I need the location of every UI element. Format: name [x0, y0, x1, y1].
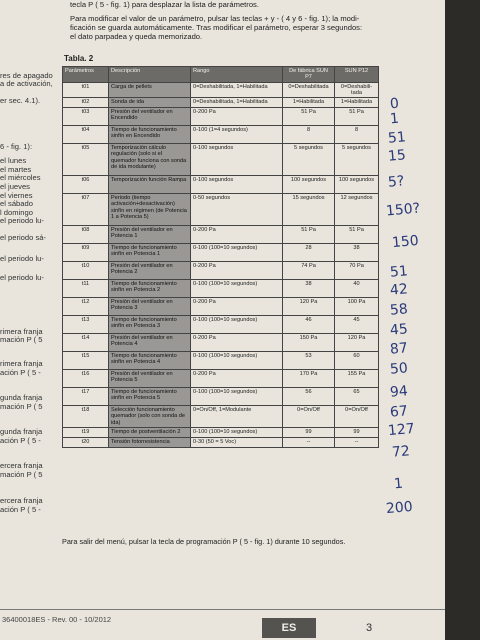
- margin-text-line: mación P ( 5: [0, 335, 43, 344]
- handwritten-value: 200: [385, 498, 414, 518]
- range-cell: 0-200 Pa: [191, 226, 283, 244]
- param-cell: t06: [63, 176, 109, 194]
- sun-p7-cell: 38: [283, 280, 335, 298]
- header-sun-p12: SUN P12: [335, 67, 379, 83]
- margin-text-line: el viernes: [0, 191, 33, 200]
- table-row: [63, 82, 379, 98]
- margin-text-line: el periodo lu-: [0, 273, 44, 282]
- description-cell: Sonda de ida: [109, 98, 191, 108]
- margin-text-line: gunda franja: [0, 427, 43, 436]
- sun-p7-cell: 99: [283, 428, 335, 438]
- document-reference: 36400018ES - Rev. 00 - 10/2012: [2, 615, 112, 624]
- sun-p12-cell: 38: [335, 244, 379, 262]
- header-descripcion: Descripción: [109, 67, 191, 83]
- description-cell: Tensión fotorresistencia: [109, 438, 191, 448]
- margin-text-line: mación P ( 5: [0, 402, 43, 411]
- margin-text-line: er sec. 4.1).: [0, 96, 41, 105]
- margin-text-line: el sábado: [0, 199, 33, 208]
- handwritten-value: 150: [391, 232, 420, 252]
- header-rango: Rango: [191, 67, 283, 83]
- range-cell: 0-100 (100=10 segundos): [191, 316, 283, 334]
- header-parametros: Parámetros: [63, 67, 109, 83]
- description-cell: Temporización función Rampa: [109, 176, 191, 194]
- sun-p12-cell: 120 Pa: [335, 334, 379, 352]
- description-cell: Periodo (tiempo activación+desactivación) sinfín en régimen (de Potencia 1 a Potencia 5): [109, 194, 191, 226]
- table-header-row: [63, 67, 379, 83]
- sun-p7-cell: 1=Habilitada: [283, 98, 335, 108]
- param-cell: t13: [63, 316, 109, 334]
- range-cell: 0-100 segundos: [191, 176, 283, 194]
- range-cell: 0-200 Pa: [191, 370, 283, 388]
- margin-text-line: el lunes: [0, 156, 27, 165]
- handwritten-value: 0: [389, 95, 400, 113]
- table-row: [63, 108, 379, 126]
- description-cell: Presión del ventilador en Potencia 2: [109, 262, 191, 280]
- handwritten-value: 45: [389, 321, 409, 339]
- sun-p12-cell: 100 Pa: [335, 298, 379, 316]
- param-cell: t20: [63, 438, 109, 448]
- handwritten-value: 51: [389, 263, 409, 281]
- handwritten-value: 87: [389, 340, 409, 358]
- margin-text-line: ación P ( 5 -: [0, 436, 41, 445]
- handwritten-value: 50: [389, 360, 409, 378]
- sun-p7-cell: 46: [283, 316, 335, 334]
- margin-text-line: ación P ( 5 -: [0, 505, 41, 514]
- sun-p7-cell: 120 Pa: [283, 298, 335, 316]
- sun-p12-cell: 45: [335, 316, 379, 334]
- description-cell: Tiempo de funcionamiento sinfín en Potencia 5: [109, 388, 191, 406]
- range-cell: 0=Deshabilitada, 1=Habilitada: [191, 82, 283, 98]
- margin-text-line: rimera franja: [0, 359, 43, 368]
- margin-text-line: rimera franja: [0, 327, 43, 336]
- parameters-table: [62, 66, 379, 448]
- range-cell: 0-100 (100=10 segundos): [191, 352, 283, 370]
- header-sun-p7: De fábrica SUN P7: [283, 67, 335, 83]
- margin-text-line: mación P ( 5: [0, 470, 43, 479]
- param-cell: t12: [63, 298, 109, 316]
- handwritten-value: 15: [387, 147, 407, 165]
- sun-p7-cell: 170 Pa: [283, 370, 335, 388]
- sun-p7-cell: 150 Pa: [283, 334, 335, 352]
- sun-p7-cell: 51 Pa: [283, 108, 335, 126]
- language-tab: ES: [262, 618, 316, 638]
- description-cell: Tiempo de postventilación 2: [109, 428, 191, 438]
- margin-text-line: el periodo lu-: [0, 216, 44, 225]
- description-cell: Presión del ventilador en Potencia 4: [109, 334, 191, 352]
- table-row: [63, 176, 379, 194]
- param-cell: t16: [63, 370, 109, 388]
- margin-text-line: ación P ( 5 -: [0, 368, 41, 377]
- margin-text-line: ercera franja: [0, 496, 43, 505]
- table-title: Tabla. 2: [64, 54, 94, 63]
- handwritten-value: 150?: [385, 200, 421, 220]
- margin-text-line: el jueves: [0, 182, 30, 191]
- table-row: [63, 98, 379, 108]
- table-row: [63, 406, 379, 428]
- param-cell: t09: [63, 244, 109, 262]
- margin-text-line: gunda franja: [0, 393, 43, 402]
- table-row: [63, 334, 379, 352]
- table-row: [63, 262, 379, 280]
- margin-text-line: el periodo lu-: [0, 254, 44, 263]
- sun-p7-cell: 51 Pa: [283, 226, 335, 244]
- previous-page-margin-text: [0, 60, 60, 620]
- margin-text-line: l domingo: [0, 208, 33, 217]
- table-row: [63, 316, 379, 334]
- sun-p12-cell: 40: [335, 280, 379, 298]
- param-cell: t07: [63, 194, 109, 226]
- intro-line-2: Para modificar el valor de un parámetro, pulsar las teclas + y - ( 4 y 6 - fig. 1); la modi-: [70, 14, 360, 23]
- range-cell: 0-100 (100=10 segundos): [191, 428, 283, 438]
- description-cell: Presión del ventilador en Potencia 1: [109, 226, 191, 244]
- margin-text-line: el periodo sá-: [0, 233, 47, 242]
- table-row: [63, 370, 379, 388]
- range-cell: 0-200 Pa: [191, 108, 283, 126]
- margin-text-line: 6 - fig. 1):: [0, 142, 33, 151]
- sun-p7-cell: 8: [283, 126, 335, 144]
- margin-text-line: a de activación,: [0, 79, 53, 88]
- sun-p12-cell: 100 segundos: [335, 176, 379, 194]
- range-cell: 0-200 Pa: [191, 298, 283, 316]
- handwritten-value: 51: [387, 129, 407, 147]
- description-cell: Temporización cálculo regulación (solo si el quemador funciona con sonda de ida modulante): [109, 144, 191, 176]
- description-cell: Presión del ventilador en Encendido: [109, 108, 191, 126]
- table-row: [63, 194, 379, 226]
- sun-p12-cell: 51 Pa: [335, 226, 379, 244]
- range-cell: 0-50 segundos: [191, 194, 283, 226]
- table-row: [63, 428, 379, 438]
- sun-p12-cell: 1=Habilitada: [335, 98, 379, 108]
- range-cell: 0-200 Pa: [191, 334, 283, 352]
- table-row: [63, 388, 379, 406]
- sun-p12-cell: 99: [335, 428, 379, 438]
- handwritten-value: 42: [389, 281, 409, 299]
- description-cell: Presión del ventilador en Potencia 5: [109, 370, 191, 388]
- intro-line-1: tecla P ( 5 - fig. 1) para desplazar la lista de parámetros.: [70, 0, 259, 9]
- sun-p12-cell: 51 Pa: [335, 108, 379, 126]
- sun-p12-cell: 60: [335, 352, 379, 370]
- range-cell: 0-100 (1=4 segundos): [191, 126, 283, 144]
- handwritten-value: 58: [389, 301, 409, 319]
- sun-p12-cell: 12 segundos: [335, 194, 379, 226]
- param-cell: t02: [63, 98, 109, 108]
- description-cell: Tiempo de funcionamiento sinfín en Potencia 1: [109, 244, 191, 262]
- description-cell: Carga de pellets: [109, 82, 191, 98]
- table-row: [63, 280, 379, 298]
- range-cell: 0=Deshabilitada, 1=Habilitada: [191, 98, 283, 108]
- range-cell: 0-100 (100=10 segundos): [191, 388, 283, 406]
- description-cell: Tiempo de funcionamiento sinfín en Potencia 3: [109, 316, 191, 334]
- param-cell: t11: [63, 280, 109, 298]
- sun-p12-cell: 155 Pa: [335, 370, 379, 388]
- sun-p7-cell: 28: [283, 244, 335, 262]
- sun-p7-cell: 74 Pa: [283, 262, 335, 280]
- table-row: [63, 226, 379, 244]
- handwritten-value: 67: [389, 403, 409, 421]
- description-cell: Presión del ventilador en Potencia 3: [109, 298, 191, 316]
- sun-p7-cell: 100 segundos: [283, 176, 335, 194]
- handwritten-value: 1: [389, 110, 400, 128]
- sun-p7-cell: 53: [283, 352, 335, 370]
- table-row: [63, 126, 379, 144]
- sun-p7-cell: 56: [283, 388, 335, 406]
- param-cell: t03: [63, 108, 109, 126]
- range-cell: 0=On/Off, 1=Modulante: [191, 406, 283, 428]
- handwritten-value: 72: [391, 443, 411, 461]
- param-cell: t05: [63, 144, 109, 176]
- range-cell: 0-100 segundos: [191, 144, 283, 176]
- exit-menu-instruction: Para salir del menú, pulsar la tecla de programación P ( 5 - fig. 1) durante 10 segundos.: [62, 537, 346, 546]
- sun-p12-cell: 8: [335, 126, 379, 144]
- intro-line-3: ficación se guarda automáticamente. Tras modificar el parámetro, esperar 3 segundos:: [70, 23, 363, 32]
- param-cell: t17: [63, 388, 109, 406]
- margin-text-line: el miércoles: [0, 173, 41, 182]
- param-cell: t19: [63, 428, 109, 438]
- intro-line-4: el dato parpadea y queda memorizado.: [70, 32, 203, 41]
- sun-p7-cell: --: [283, 438, 335, 448]
- sun-p12-cell: 0=Deshabili-tada: [335, 82, 379, 98]
- sun-p12-cell: 70 Pa: [335, 262, 379, 280]
- param-cell: t04: [63, 126, 109, 144]
- sun-p12-cell: 65: [335, 388, 379, 406]
- range-cell: 0-30 (50 = 5 Voc): [191, 438, 283, 448]
- description-cell: Tiempo de funcionamiento sinfín en Encendido: [109, 126, 191, 144]
- param-cell: t14: [63, 334, 109, 352]
- description-cell: Selección funcionamiento quemador (solo con sonda de ida): [109, 406, 191, 428]
- table-row: [63, 298, 379, 316]
- table-row: [63, 244, 379, 262]
- page-number: 3: [366, 622, 373, 634]
- handwritten-value: 5?: [387, 173, 406, 191]
- footer-divider: [0, 609, 445, 610]
- description-cell: Tiempo de funcionamiento sinfín en Potencia 4: [109, 352, 191, 370]
- range-cell: 0-100 (100=10 segundos): [191, 244, 283, 262]
- table-row: [63, 438, 379, 448]
- param-cell: t01: [63, 82, 109, 98]
- sun-p12-cell: 5 segundos: [335, 144, 379, 176]
- table-row: [63, 352, 379, 370]
- sun-p7-cell: 0=Deshabilitada: [283, 82, 335, 98]
- handwritten-notes: [382, 66, 440, 536]
- handwritten-value: 1: [393, 475, 404, 493]
- param-cell: t08: [63, 226, 109, 244]
- margin-text-line: el martes: [0, 165, 32, 174]
- sun-p7-cell: 15 segundos: [283, 194, 335, 226]
- range-cell: 0-200 Pa: [191, 262, 283, 280]
- sun-p12-cell: --: [335, 438, 379, 448]
- param-cell: t15: [63, 352, 109, 370]
- handwritten-value: 127: [387, 420, 416, 440]
- margin-text-line: res de apagado: [0, 71, 53, 80]
- description-cell: Tiempo de funcionamiento sinfín en Potencia 2: [109, 280, 191, 298]
- param-cell: t10: [63, 262, 109, 280]
- sun-p7-cell: 0=On/Off: [283, 406, 335, 428]
- sun-p12-cell: 0=On/Off: [335, 406, 379, 428]
- margin-text-line: ercera franja: [0, 461, 43, 470]
- range-cell: 0-100 (100=10 segundos): [191, 280, 283, 298]
- handwritten-value: 94: [389, 383, 409, 401]
- table-row: [63, 144, 379, 176]
- param-cell: t18: [63, 406, 109, 428]
- sun-p7-cell: 5 segundos: [283, 144, 335, 176]
